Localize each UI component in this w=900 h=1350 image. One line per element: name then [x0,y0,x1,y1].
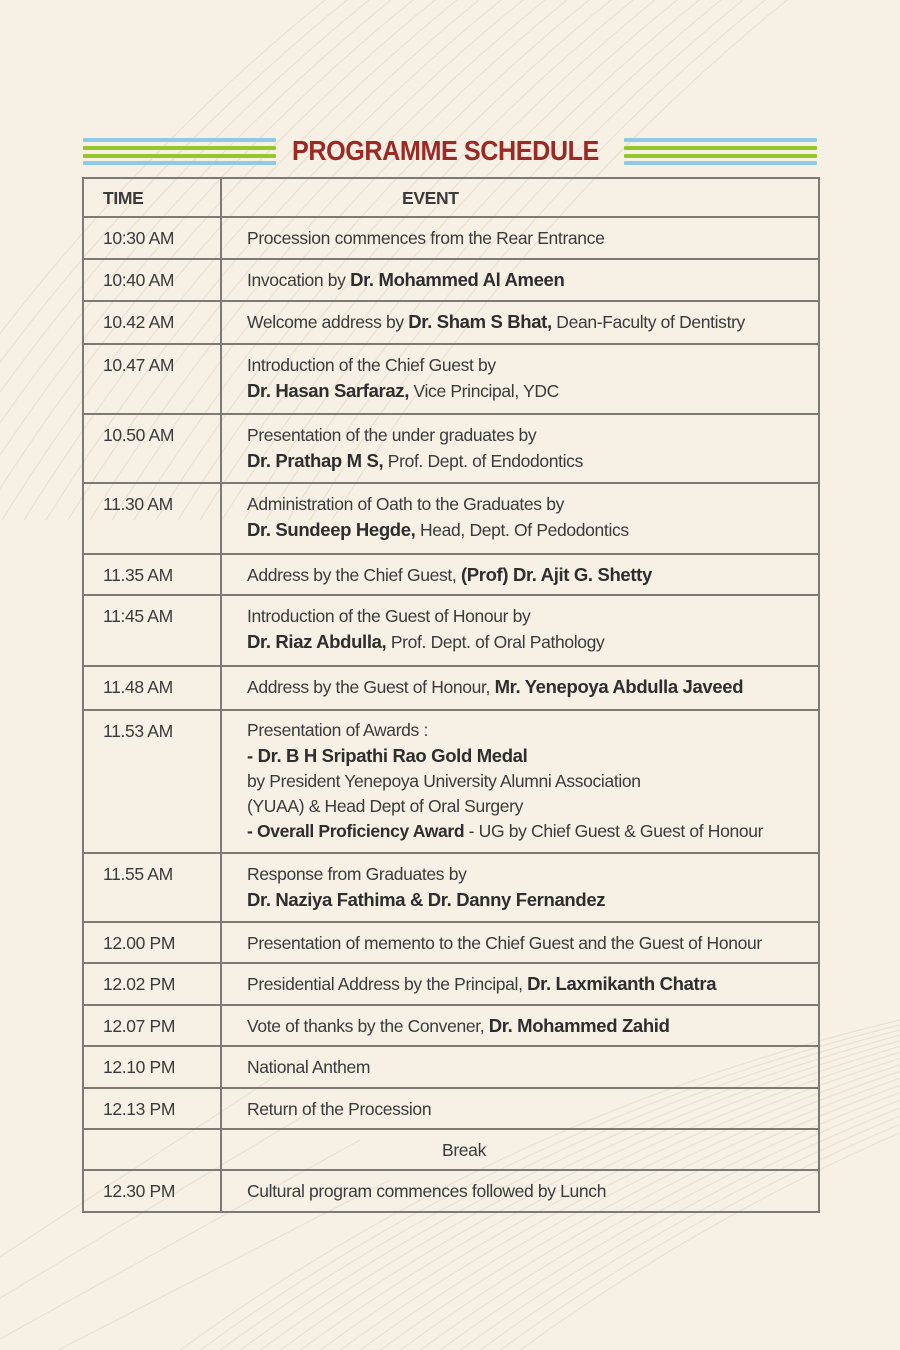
event-name-bold: Dr. Mohammed Al Ameen [350,269,565,290]
title-bar [83,133,817,169]
decorative-stripes-left [83,138,276,165]
schedule-row [83,1005,819,1046]
event-text: (YUAA) & Head Dept of Oral Surgery [247,796,523,816]
event-name-bold: Dr. Riaz Abdulla, [247,631,387,652]
event-text: Address by the Chief Guest, [247,565,461,585]
event-line [247,267,818,293]
column-header-event: EVENT [221,178,819,217]
event-cell [221,414,819,483]
table-header-row [83,178,819,217]
event-line [247,1013,818,1039]
schedule-row [83,595,819,666]
time-cell: 11.48 AM [83,666,221,710]
column-header-time: TIME [83,178,221,217]
event-line [247,1054,818,1080]
time-cell: 11.55 AM [83,853,221,922]
event-text: Dean-Faculty of Dentistry [551,312,745,332]
event-name-bold: Dr. Laxmikanth Chatra [527,973,717,994]
event-line [247,674,818,700]
time-cell: 12.07 PM [83,1005,221,1046]
event-text: Vice Principal, YDC [409,381,559,401]
event-text: Presidential Address by the Principal, [247,974,528,994]
event-line [247,718,818,743]
time-cell: 10.42 AM [83,301,221,344]
time-cell: 10.47 AM [83,344,221,414]
event-line [247,517,818,543]
decorative-stripes-right [624,138,817,165]
schedule-row [83,853,819,922]
event-text: Presentation of Awards : [247,720,428,740]
schedule-row [83,922,819,963]
event-line [247,629,818,655]
event-text: Presentation of memento to the Chief Guest and the Guest of Honour [247,933,762,953]
event-text: Response from Graduates by [247,864,467,884]
time-cell [83,1129,221,1170]
event-cell [221,1005,819,1046]
event-name-bold: Dr. Prathap M S, [247,450,384,471]
event-cell [221,922,819,963]
event-line [247,352,818,378]
event-cell [221,1046,819,1088]
event-line [247,491,818,517]
event-cell [221,853,819,922]
event-line [247,603,818,629]
event-cell [221,710,819,853]
event-line [247,819,818,844]
event-name-bold: - Dr. B H Sripathi Rao Gold Medal [247,745,528,766]
event-cell [221,554,819,595]
event-text: Vote of thanks by the Convener, [247,1016,489,1036]
event-line [247,1178,818,1204]
event-text: Break [442,1140,486,1160]
event-line [247,887,818,913]
time-cell: 11.30 AM [83,483,221,554]
event-text: Prof. Dept. of Endodontics [383,451,583,471]
event-line [247,971,818,997]
page-title: PROGRAMME SCHEDULE [292,135,599,166]
event-cell [221,344,819,414]
break-row [83,1129,819,1170]
time-cell: 12.00 PM [83,922,221,963]
event-name-bold: Mr. Yenepoya Abdulla Javeed [494,676,744,697]
event-name-bold: (Prof) Dr. Ajit G. Shetty [460,564,652,585]
schedule-row [83,710,819,853]
event-line [247,861,818,887]
event-line [247,448,818,474]
time-cell: 12.02 PM [83,963,221,1005]
time-cell: 10.50 AM [83,414,221,483]
event-line [247,769,818,794]
schedule-row [83,259,819,301]
event-name-bold: Dr. Sundeep Hegde, [247,519,416,540]
event-text: Presentation of the under graduates by [247,425,537,445]
schedule-row [83,217,819,259]
event-cell [221,259,819,301]
event-line [247,562,818,588]
event-name-bold: Dr. Mohammed Zahid [488,1015,670,1036]
time-cell: 12.10 PM [83,1046,221,1088]
event-text: Cultural program commences followed by Lunch [247,1181,607,1201]
schedule-row [83,554,819,595]
event-text: by President Yenepoya University Alumni Association [247,771,641,791]
event-line [442,1137,818,1163]
schedule-row [83,414,819,483]
schedule-row [83,1170,819,1212]
event-text: Address by the Guest of Honour, [247,677,495,697]
schedule-row [83,483,819,554]
time-cell: 11.35 AM [83,554,221,595]
schedule-row [83,1046,819,1088]
schedule-row [83,666,819,710]
event-cell [221,217,819,259]
event-text: Return of the Procession [247,1099,432,1119]
event-cell [221,963,819,1005]
event-text: Administration of Oath to the Graduates by [247,494,565,514]
event-cell [221,301,819,344]
event-cell [221,1129,819,1170]
event-text: Head, Dept. Of Pedodontics [415,520,629,540]
event-text: Introduction of the Chief Guest by [247,355,496,375]
time-cell: 10:40 AM [83,259,221,301]
time-cell: 12.30 PM [83,1170,221,1212]
event-text: Invocation by [247,270,351,290]
schedule-table [82,177,820,1213]
event-line [247,378,818,404]
schedule-row [83,344,819,414]
event-cell [221,595,819,666]
event-line [247,743,818,769]
schedule-row [83,1088,819,1129]
event-name-bold: Dr. Sham S Bhat, [408,311,552,332]
schedule-row [83,963,819,1005]
event-line [247,794,818,819]
time-cell: 11:45 AM [83,595,221,666]
event-text: Welcome address by [247,312,409,332]
time-cell: 12.13 PM [83,1088,221,1129]
time-cell: 10:30 AM [83,217,221,259]
event-text: - UG by Chief Guest & Guest of Honour [464,821,764,841]
event-name-bold: Dr. Hasan Sarfaraz, [247,380,409,401]
event-name-bold: Dr. Naziya Fathima & Dr. Danny Fernandez [247,889,606,910]
event-line [247,225,818,251]
event-line [247,422,818,448]
event-cell [221,483,819,554]
event-line [247,930,818,956]
event-text: Prof. Dept. of Oral Pathology [386,632,605,652]
event-cell [221,1088,819,1129]
event-text: Procession commences from the Rear Entrance [247,228,605,248]
event-text: Introduction of the Guest of Honour by [247,606,531,626]
event-line [247,309,818,335]
event-text: National Anthem [247,1057,371,1077]
event-cell [221,666,819,710]
event-cell [221,1170,819,1212]
time-cell: 11.53 AM [83,710,221,853]
event-line [247,1096,818,1122]
event-name-bold: - Overall Proficiency Award [247,821,465,841]
schedule-row [83,301,819,344]
